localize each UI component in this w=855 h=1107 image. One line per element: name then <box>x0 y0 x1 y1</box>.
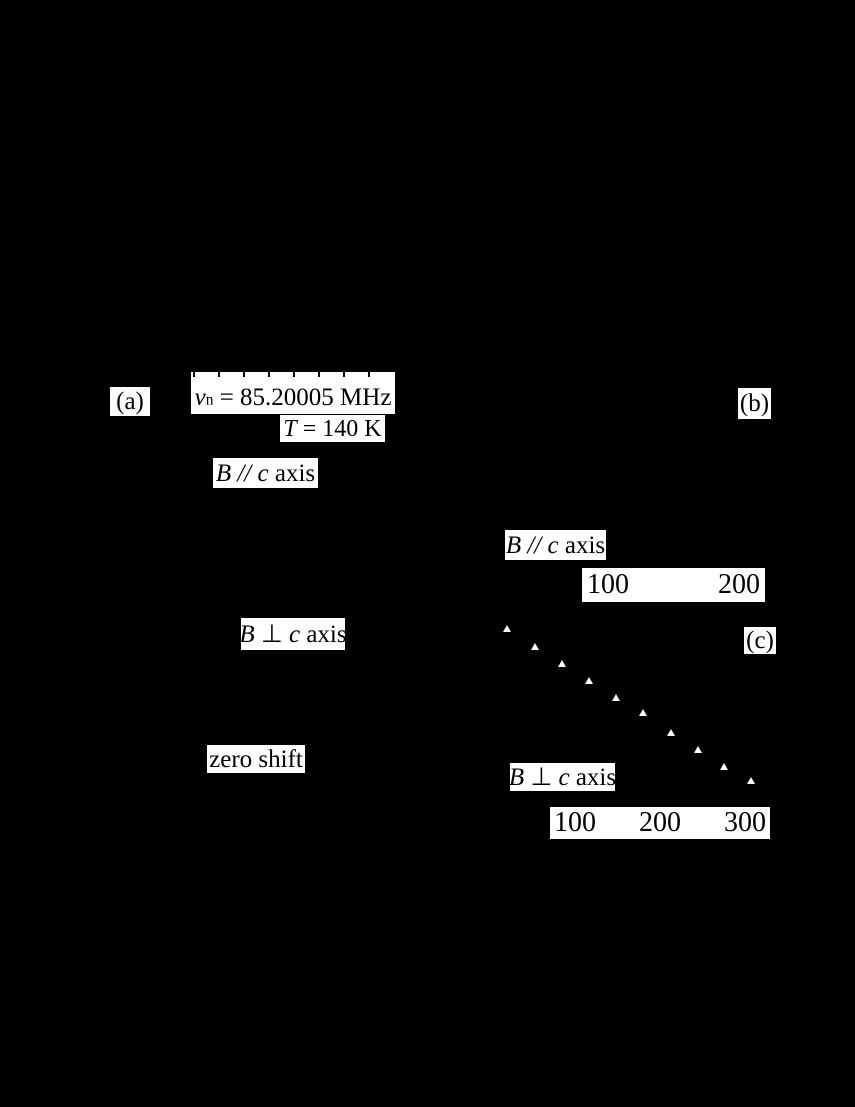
panel-b-label <box>738 388 771 419</box>
c-symbol: c <box>547 531 559 559</box>
panel-a-field-parallel-label <box>213 458 318 488</box>
temperature-annotation <box>280 415 385 442</box>
axis-word: axis <box>268 459 316 487</box>
panel-a-label-text: (a) <box>116 388 144 415</box>
b-symbol: B <box>508 763 525 791</box>
panel-a-field-perpendicular-label <box>241 618 345 650</box>
axis-word: axis <box>558 531 606 559</box>
x-tick-label: 100 <box>554 807 596 838</box>
panel-c-x-axis-tick-strip <box>550 807 770 839</box>
parallel-symbol: // <box>521 531 548 559</box>
tick-marks-decoration <box>193 372 393 377</box>
c-symbol: c <box>558 763 570 791</box>
panel-b-field-parallel-label <box>505 530 606 560</box>
perpendicular-symbol: ⊥ <box>524 763 559 791</box>
axis-word: axis <box>300 620 347 648</box>
x-tick-label: 300 <box>724 807 766 838</box>
parallel-symbol: // <box>231 459 258 487</box>
c-symbol: c <box>288 620 301 648</box>
data-point-marker <box>503 625 511 632</box>
b-symbol: B <box>215 459 232 487</box>
panel-a-label <box>110 387 150 416</box>
c-symbol: c <box>257 459 269 487</box>
temperature-value: = 140 K <box>296 415 382 442</box>
panel-c-label <box>744 627 776 654</box>
panel-b-x-axis-tick-strip <box>582 568 765 602</box>
nu-symbol: ν <box>194 384 206 411</box>
data-point-marker <box>720 763 728 770</box>
b-symbol: B <box>239 620 255 648</box>
perpendicular-symbol: ⊥ <box>254 620 289 648</box>
data-point-marker <box>639 709 647 716</box>
data-point-marker <box>531 643 539 650</box>
zero-shift-label <box>207 745 305 773</box>
data-point-marker <box>747 777 755 784</box>
x-tick-label: 200 <box>639 807 681 838</box>
panel-c-field-perpendicular-label <box>510 763 615 791</box>
data-point-marker <box>694 746 702 753</box>
nu-subscript: n <box>205 391 214 409</box>
data-point-marker <box>558 660 566 667</box>
zero-shift-text: zero shift <box>209 745 303 773</box>
frequency-value: = 85.20005 MHz <box>213 384 392 411</box>
data-point-marker <box>585 677 593 684</box>
axis-word: axis <box>569 763 617 791</box>
panel-c-label-text: (c) <box>746 627 774 654</box>
panel-b-label-text: (b) <box>739 390 770 417</box>
frequency-annotation <box>191 372 395 414</box>
x-tick-label: 100 <box>587 569 629 600</box>
b-symbol: B <box>505 531 522 559</box>
x-tick-label: 200 <box>718 569 760 600</box>
data-point-marker <box>612 694 620 701</box>
data-point-marker <box>667 729 675 736</box>
temperature-symbol: T <box>283 415 297 442</box>
